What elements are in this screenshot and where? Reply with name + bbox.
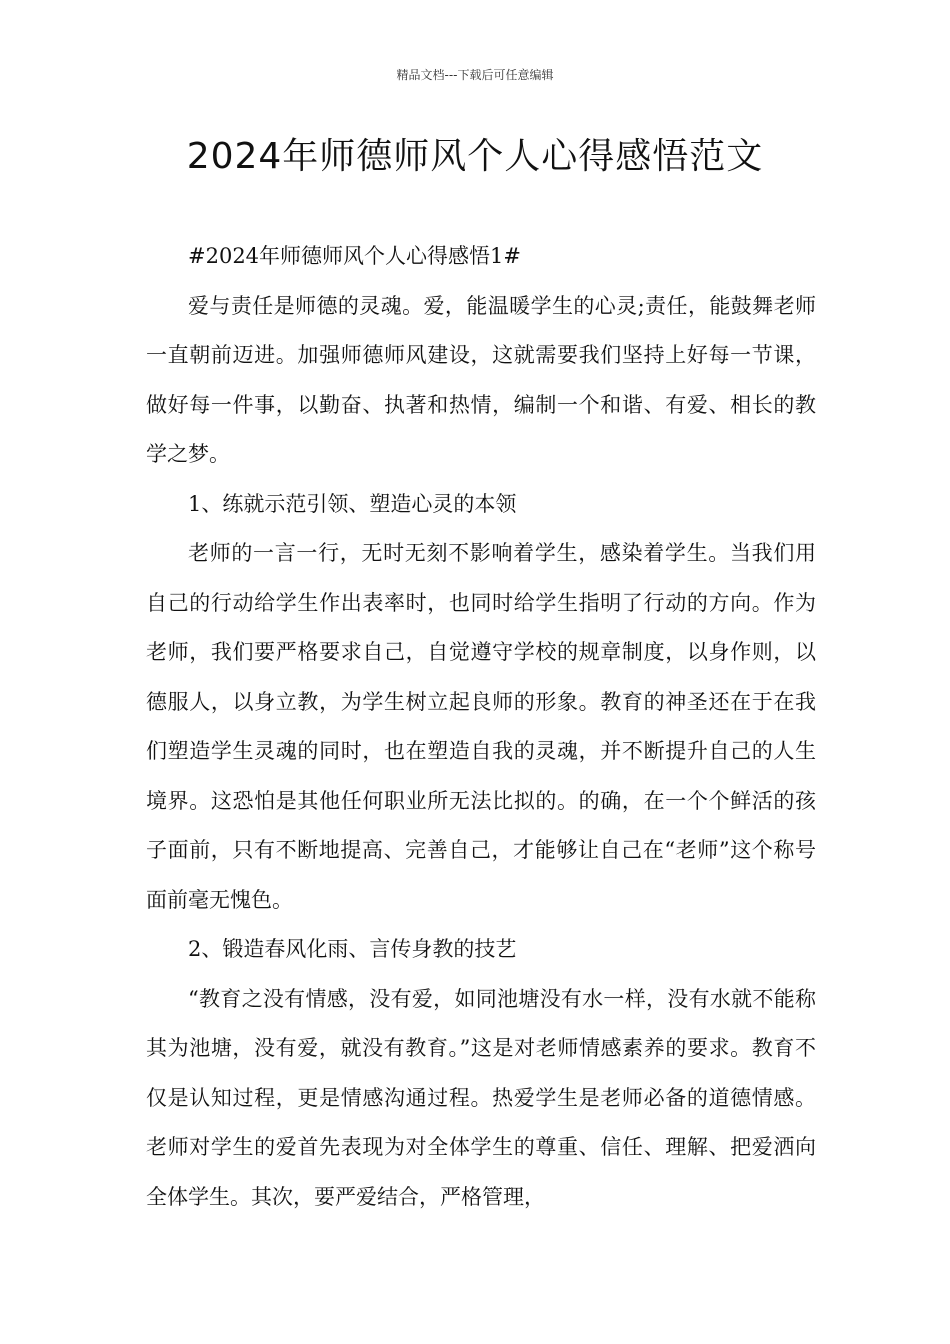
document-title: 2024年师德师风个人心得感悟范文 bbox=[186, 136, 764, 177]
subheading-2: 2、锻造春风化雨、言传身教的技艺 bbox=[188, 937, 517, 961]
paragraph-2: “教育之没有情感，没有爱，如同池塘没有水一样，没有水就不能称其为池塘，没有爱，就没有教育。”这是对老师情感素养的要求。教育不仅是认知过程，更是情感沟通过程。热爱学生是老师必备的道德情感。老师对学生的爱首先表现为对全体学生的尊重、信任、理解、把爱洒向全体学生。其次，要严爱结合，严格管理， bbox=[146, 986, 816, 1209]
section-marker: #2024年师德师风个人心得感悟1# bbox=[188, 244, 521, 268]
paragraph-1: 老师的一言一行，无时无刻不影响着学生，感染着学生。当我们用自己的行动给学生作出表率时，也同时给学生指明了行动的方向。作为老师，我们要严格要求自己，自觉遵守学校的规章制度，以身作则，以德服人，以身立教，为学生树立起良师的形象。教育的神圣还在于在我们塑造学生灵魂的同时，也在塑造自我的灵魂，并不断提升自己的人生境界。这恐怕是其他任何职业所无法比拟的。的确，在一个个鲜活的孩子面前，只有不断地提高、完善自己，才能够让自己在“老师”这个称号面前毫无愧色。 bbox=[146, 541, 816, 912]
paragraph-intro: 爱与责任是师德的灵魂。爱，能温暖学生的心灵;责任，能鼓舞老师一直朝前迈进。加强师德师风建设，这就需要我们坚持上好每一节课，做好每一件事，以勤奋、执著和热情，编制一个和谐、有爱、相长的教学之梦。 bbox=[146, 293, 816, 466]
document-body bbox=[146, 232, 816, 1222]
header-note: 精品文档---下载后可任意编辑 bbox=[396, 68, 554, 82]
subheading-1: 1、练就示范引领、塑造心灵的本领 bbox=[188, 491, 517, 516]
